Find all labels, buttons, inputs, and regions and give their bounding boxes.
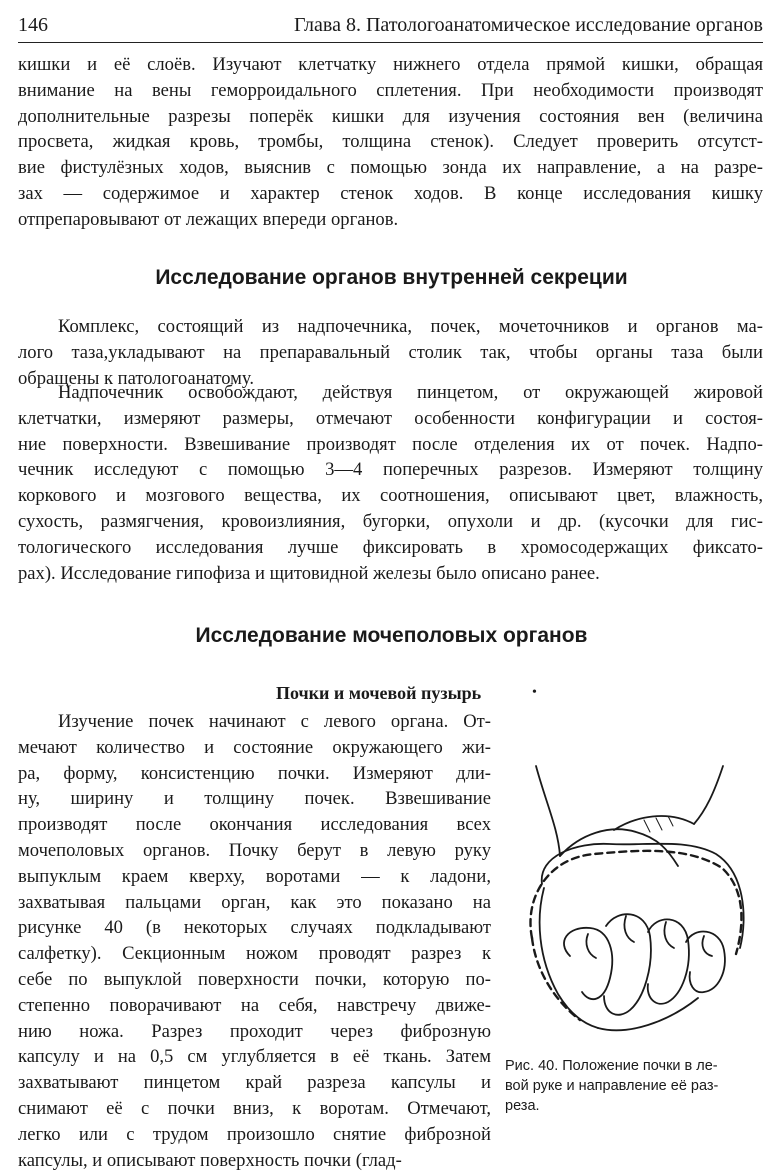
text-line: ние поверхности. Взвешивание производят после отделения их от почек. Надпо- <box>18 433 763 455</box>
text-line: дополнительные разрезы поперёк кишки для изучения состояния вен (величина <box>18 105 763 127</box>
text-line: мечают количество и состояние окружающего жи- <box>18 736 491 758</box>
running-header <box>18 12 763 43</box>
text-line: вие фистулёзных ходов, выяснив с помощью зонда их направление, а на разре- <box>18 157 763 179</box>
intro-paragraph <box>18 52 763 233</box>
text-line: тологического исследования лучше фиксировать в хромосодержащих фиксато- <box>18 536 763 558</box>
text-line: легко или с трудом произошло снятие фиброзной <box>18 1123 491 1145</box>
text-line: захватывая пальцами орган, как это показано на <box>18 891 491 913</box>
text-line: сухость, размягчения, кровоизлияния, бугорки, опухоли и др. (кусочки для гис- <box>18 510 763 532</box>
text-line: Комплекс, состоящий из надпочечника, почек, мочеточников и органов ма- <box>58 316 763 337</box>
text-line: просвета, жидкая кровь, тромбы, толщина стенок). Следует проверить отсутст- <box>18 131 763 153</box>
endocrine-paragraph-2 <box>18 380 763 586</box>
text-line: Рис. 40. Положение почки в ле- <box>505 1058 718 1074</box>
text-line: внимание на вены геморроидального сплетения. При необходимости производят <box>18 79 763 101</box>
chapter-title: Глава 8. Патологоанатомическое исследование органов <box>294 14 763 36</box>
text-line: коркового и мозгового вещества, их соотношения, описывают цвет, влажность, <box>18 485 763 507</box>
text-line: лого таза,укладывают на препаравальный столик так, чтобы органы таза были <box>18 341 763 363</box>
text-line: производят после окончания исследования всех <box>18 814 491 836</box>
figure-caption <box>505 1056 763 1116</box>
text-line: чечник исследуют с помощью 3—4 поперечных разрезов. Измеряют толщину <box>18 459 763 481</box>
text-line: рах). Исследование гипофиза и щитовидной железы было описано ранее. <box>18 562 600 584</box>
figure-kidney-in-hand <box>518 758 763 1048</box>
text-line: степенно поворачивают на себя, навстречу движе- <box>18 994 491 1016</box>
text-line: капсулу и на 0,5 см углубляется в её ткань. Затем <box>18 1046 491 1068</box>
text-line: зах — содержимое и характер стенок ходов. В конце исследования кишку <box>18 182 763 204</box>
text-line: снимают её с почки вниз, к воротам. Отмечают, <box>18 1097 491 1119</box>
section-title-endocrine: Исследование органов внутренней секреции <box>155 266 628 289</box>
text-line: ра, форму, консистенцию почки. Измеряют дли- <box>18 762 491 784</box>
text-line: реза. <box>505 1098 540 1114</box>
text-line: мочеполовых органов. Почку берут в левую руку <box>18 839 491 861</box>
subsection-title-kidneys: Почки и мочевой пузырь <box>276 683 482 703</box>
text-line: клетчатки, измеряют размеры, отмечают особенности конфигурации и состоя- <box>18 407 763 429</box>
page-number: 146 <box>18 14 48 36</box>
text-line: вой руке и направление её раз- <box>505 1078 719 1094</box>
text-line: выпуклым краем кверху, воротами — к ладони, <box>18 865 491 887</box>
kidney-paragraph <box>18 709 491 1173</box>
text-line: обращены к патологоанатому. <box>18 367 254 389</box>
text-line: нию ножа. Разрез проходит через фиброзную <box>18 1020 491 1042</box>
text-line: кишки и её слоёв. Изучают клетчатку нижнего отдела прямой кишки, обращая <box>18 54 763 75</box>
section-title-urogenital: Исследование мочеполовых органов <box>195 624 588 647</box>
bullet-dot-icon: • <box>532 685 537 700</box>
text-line: отпрепаровывают от лежащих впереди органов. <box>18 208 399 230</box>
text-line: Изучение почек начинают с левого органа. От- <box>58 711 491 732</box>
text-line: себе по выпуклой поверхности почки, которую по- <box>18 968 491 990</box>
text-line: капсулы, и описывают поверхность почки (глад- <box>18 1149 402 1171</box>
text-line: Надпочечник освобождают, действуя пинцетом, от окружающей жировой <box>58 382 763 403</box>
text-line: ну, ширину и толщину почек. Взвешивание <box>18 788 491 810</box>
text-line: салфетку). Секционным ножом проводят разрез к <box>18 943 491 965</box>
text-line: рисунке 40 (в некоторых случаях подкладывают <box>18 917 491 939</box>
text-line: захватывают пинцетом край разреза капсулы и <box>18 1072 491 1094</box>
